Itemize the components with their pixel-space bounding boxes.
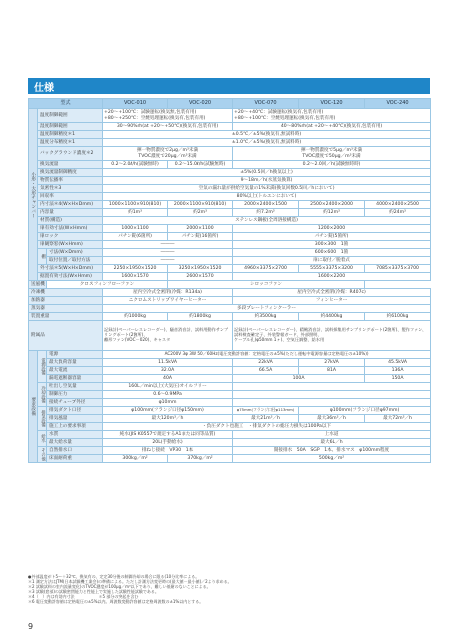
vent-flow-large: 0.2～2.0回／h(試験無時時)	[233, 161, 431, 169]
label-tana-method: 取付位置／取付方法	[47, 257, 103, 265]
label-fitting: 接続チューブ外径	[47, 399, 103, 407]
weight-120: 約4400kg	[299, 313, 365, 321]
model-voc-240: VOC-240	[365, 99, 431, 109]
footnote: ＊2 試験試料の室内流量変化)のTVOC濃度が100μg／m³以下であり、難しい低耐のないことによる。	[28, 584, 211, 589]
label-obs-window: 扉観察窓(W×Hmm)	[38, 241, 103, 249]
label-airtight: 気密性＊3	[38, 185, 103, 193]
label-temp-dist: 温度分布精度＊1	[38, 139, 103, 147]
entry-dim-020: 2000×1100	[168, 225, 233, 233]
humid-range-small: 30～90%rh(at +20～+50℃)(換気有,包装有用)	[103, 123, 233, 131]
label-temp-range: 温度制御範囲	[38, 109, 103, 123]
footnote: ＊3 試験(窓部)の試験密閉能力と性能上で実施した試験性能試験である。	[28, 589, 159, 594]
tana-method-large: 扉に取付／脱着式	[233, 257, 431, 265]
refrig-small: 屋内空冷式全密閉(冷媒：R134a)	[103, 289, 233, 297]
label-outer-dim: 外寸法＊5(W×H×Dmm)	[38, 265, 103, 273]
label-inflow: 吐出し空気量	[47, 383, 103, 391]
floor-load-020: 370kg／m²	[168, 455, 233, 463]
max-cap-120: 27kVA	[299, 359, 365, 367]
exh-amount-120: 最大36m³／h	[299, 415, 365, 423]
entry-dim-large: 1200×2000	[233, 225, 431, 233]
group-cooling: 冷却設備	[38, 383, 47, 407]
label-max-cur: 最大電流	[47, 367, 103, 375]
tana-method-small: ―――	[103, 257, 233, 265]
temp-ctrl-value: ±0.5℃／±5%(換気有,無試料時)	[103, 131, 431, 139]
label-voltage: 電源	[47, 351, 103, 359]
footnote: ＊4（ ）内は有効内寸法 ＊5 部分の突起を含む	[28, 594, 139, 599]
heater-large: フィンヒーター	[233, 297, 431, 305]
spec-table	[28, 98, 431, 463]
tana-dim-small: ―――	[103, 249, 233, 257]
section-title: 仕様	[34, 83, 54, 94]
install-large: 1600×2200	[233, 273, 431, 281]
model-voc-020: VOC-020	[168, 99, 233, 109]
refrig-large: 屋内空冷式全密閉(冷媒：R407c)	[233, 289, 431, 297]
floor-load-large: 500kg／m²	[233, 455, 431, 463]
vent-ctrl-value: ±5%(0.5回／h換気以上)	[103, 169, 431, 177]
water-amt-large: 最大6L／h	[233, 439, 431, 447]
group-other: その他	[38, 447, 47, 463]
label-weight: 装置重量	[29, 313, 103, 321]
tana-dim-large: 600×600 1箇	[233, 249, 431, 257]
volume-010: 約1m³	[103, 209, 168, 217]
label-humidifier: 蒸気器	[29, 305, 103, 313]
inner-dim-070: 2000×2400×1500	[233, 201, 299, 209]
obs-window-large: 300×300 1箇	[233, 241, 431, 249]
label-volume: 内容量	[38, 209, 103, 217]
breaker-240: 150A	[365, 375, 431, 383]
max-cap-240: 45.5kVA	[365, 359, 431, 367]
inner-dim-010: 1000×1100×910(810)	[103, 201, 168, 209]
inflow-small: 160L／min以上(大気圧)オイルフリー	[103, 383, 233, 391]
drain-large: 開接排水 50A SGP 1本、排水マス φ100mm程度	[233, 447, 431, 455]
weight-020: 約1800kg	[168, 313, 233, 321]
door-lock-large: パチン錠(5箇所)	[233, 233, 431, 241]
entry-dim-010: 1000×1100	[103, 225, 168, 233]
label-entry-dim: 扉有効寸法(W×Hmm)	[38, 225, 103, 233]
exh-req-value: ・負圧ダクト也施工 ・排気ダクトの総圧力損失は100Pa以下	[103, 423, 431, 431]
outer-dim-020: 3250×1950×1520	[168, 265, 233, 273]
label-blower: 送風機	[29, 281, 47, 289]
duct-dia-small: φ100mm(フランジ口径φ150mm)	[103, 407, 233, 415]
humid-range-large: 40～80%rh(at +20～+40℃)(換気有,包装有用)	[233, 123, 431, 131]
label-humid-range: 湿度制御範囲	[38, 123, 103, 131]
material-value: ステンレス鋼板(全周溶接構造)	[103, 217, 431, 225]
label-water-q: 水質	[47, 431, 103, 439]
volume-070: 約7.2m³	[233, 209, 299, 217]
temp-range-large: +20～+40℃：試験運転(換気有,包装有用) +80～+100℃：空焼処理運転(換気有,包装有用)	[233, 109, 431, 123]
label-vent-ctrl: 換気流量制御精度	[38, 169, 103, 177]
outer-dim-010: 2250×1950×1520	[103, 265, 168, 273]
water-q-large: 上水道	[233, 431, 431, 439]
label-adsorption: 物質伝播率	[38, 177, 103, 185]
water-amt-small: 20L(手動給水)	[103, 439, 233, 447]
label-door-lock: 扉ロック	[38, 233, 103, 241]
model-row	[29, 99, 431, 109]
outer-dim-070: 4960×3375×2700	[233, 265, 299, 273]
outer-dim-120: 5555×3375×3200	[299, 265, 365, 273]
volume-240: 約24m³	[365, 209, 431, 217]
label-exh-amount: 排気風量	[47, 415, 103, 423]
label-water-amt: 最大給水量	[47, 439, 103, 447]
label-floor-load: 床面耐荷重	[47, 455, 103, 463]
outer-dim-240: 7085×3375×3700	[365, 265, 431, 273]
airtight-value: 空気の漏れ量が供給空気量の1%未満(換気回数0.5回／hにおいて)	[103, 185, 431, 193]
footnote: ＊1 測定方法はJTM(日本試験機工業会)の準備による。ただし計測方法変更時の(最大値－最小値)／2より求める。	[28, 579, 232, 584]
label-breaker: 漏電遮断器容量	[47, 375, 103, 383]
max-cur-small: 32.0A	[103, 367, 233, 375]
exh-amount-070: 最大21m³／h	[233, 415, 299, 423]
label-inner-dim: 内寸法＊4(W×H×Dmm)	[38, 201, 103, 209]
label-material: 材質(構造)	[38, 217, 103, 225]
background-large: 揮一物質濃度で5μg／m³未満 TVOC濃度で50μg／m³未満	[233, 147, 431, 161]
humidifier-value: 多段プレートフィンクーラー	[103, 305, 431, 313]
pressure-small: 0.6～0.9MPa	[103, 391, 233, 399]
inner-dim-120: 2500×2400×2000	[299, 201, 365, 209]
label-background: バックグラウンド濃度＊2	[38, 147, 103, 161]
footnote: ＊6 電圧変動許容値は定格電圧の±5%以内。周波数変動許容値は定格周波数の±1%以内とする。	[28, 599, 204, 604]
model-voc-120: VOC-120	[299, 99, 365, 109]
temp-dist-value: ±1.0℃／±5%(換気有,無試料時)	[103, 139, 431, 147]
door-lock-020: パチン錠(16箇所)	[168, 233, 233, 241]
weight-010: 約1000kg	[103, 313, 168, 321]
volume-120: 約12m³	[299, 209, 365, 217]
duct-dia-large: φ100mm(フランジ口径φ97mm)	[299, 407, 431, 415]
volume-020: 約2m³	[168, 209, 233, 217]
max-cur-120: 81A	[299, 367, 365, 375]
max-cap-small: 11.5kVA	[103, 359, 233, 367]
footnote: ●外部温度がト5～＋32℃、換気有の、定定30分後の制御冷却の場合に限る(10分比率による。	[28, 574, 200, 579]
background-small: 揮一物質濃度で2μg／m³未満 TVOC濃度で20μg／m³未満	[103, 147, 233, 161]
max-cap-070: 22kVA	[233, 359, 299, 367]
water-q-small: 純水(JIS K0557で規定するA1または同等品質)	[103, 431, 233, 439]
weight-070: 約3500kg	[233, 313, 299, 321]
label-recovery: 回収率	[38, 193, 103, 201]
label-tana-dim: 寸法(W×Dmm)	[47, 249, 103, 257]
duct-dia-070: φ75mm(フランジ口径φ113mm)	[233, 407, 299, 415]
install-020: 2600×1570	[168, 273, 233, 281]
page-number: 9	[28, 622, 34, 631]
label-attach: 附属品	[29, 321, 103, 351]
recovery-value: 80%以上(トルエンにおいて)	[103, 193, 431, 201]
label-duct-dia: 排気ダクト口径	[47, 407, 103, 415]
exh-amount-small: 最大120m³／h	[103, 415, 233, 423]
label-pressure: 制御圧力	[47, 391, 103, 399]
exh-amount-240: 最大72m³／h	[365, 415, 431, 423]
install-010: 1600×1570	[103, 273, 168, 281]
temp-range-small: +20～+100℃：試験運転(換気無,包装有用) +80～+250℃：空焼処理運転(換気有,包装有用)	[103, 109, 233, 123]
label-refrig: 冷凍機	[29, 289, 103, 297]
floor-load-010: 300kg／m²	[103, 455, 168, 463]
label-max-cap: 最大負荷容量	[47, 359, 103, 367]
voltage-value: AC200V 3φ 3W 50／60Hz(電圧変動許容値：定格電圧の±5%(ただし運転中電源容量は定格電圧の±10%))	[103, 351, 431, 359]
label-drain: 自然排水口	[47, 447, 103, 455]
heater-small: ニクロムストリップワイヤーヒーター	[103, 297, 233, 305]
breaker-small: 40A	[103, 375, 233, 383]
obs-window-small: ―――	[103, 241, 233, 249]
fitting-small: φ10mm	[103, 399, 233, 407]
door-lock-010: パチン錠(6箇所)	[103, 233, 168, 241]
adsorption-value: 9～18m／h(水蒸気換算)	[103, 177, 431, 185]
group-utility: 要求設備	[29, 351, 38, 463]
inner-dim-020: 2000×1100×910(810)	[168, 201, 233, 209]
group-chamber: 小形・大形チャンバー	[29, 109, 38, 281]
section-header-bar	[28, 78, 430, 94]
label-heater: 加熱器	[29, 297, 103, 305]
weight-240: 約6100kg	[365, 313, 431, 321]
label-vent-flow: 換気流量	[38, 161, 103, 169]
group-tana: 棚	[38, 249, 47, 265]
group-power: 電源設備	[38, 351, 47, 383]
model-label: 型式	[29, 99, 103, 109]
label-install: 据置有効寸法(W×Hmm)	[38, 273, 103, 281]
breaker-mid: 100A	[233, 375, 365, 383]
blower-large: シロッコファン	[168, 281, 365, 289]
vent-flow-020: 0.2～15.0ℓ/h(試験無時)	[168, 161, 233, 169]
attach-large: 記録計(ペーパーレスレコーダー)、精緻消音計、試料採集用サンプリングポート(2箇所)、製作ファン、試料検査確定子、外装警報ガード、外部照明、 ケーブル孔(φ50mm 1ヶ)、空気圧調整、給水用	[233, 321, 431, 351]
blower-small: クロスフィンフローファン	[47, 281, 168, 289]
max-cur-070: 66.5A	[233, 367, 299, 375]
model-voc-070: VOC-070	[233, 99, 299, 109]
group-exhaust: 排気設備	[38, 407, 47, 431]
model-voc-010: VOC-010	[103, 99, 168, 109]
vent-flow-010: 0.2～2.0ℓ/h(試験無時)	[103, 161, 168, 169]
inner-dim-240: 4000×2400×2500	[365, 201, 431, 209]
label-exh-req: 施工上の要求事項	[47, 423, 103, 431]
label-temp-ctrl: 温度制御精度＊1	[38, 131, 103, 139]
group-water: 給水	[38, 431, 47, 447]
footnotes	[28, 574, 430, 604]
attach-small: 記録計(ペーパーレスレコーダー)、騒音消音計、試料用動作サンプリングポート(2箇所)、 離形ファン(VOC－020)、キャスタ	[103, 321, 233, 351]
max-cur-240: 136A	[365, 367, 431, 375]
drain-small: 排ねじ接続 VP30 1本	[103, 447, 233, 455]
